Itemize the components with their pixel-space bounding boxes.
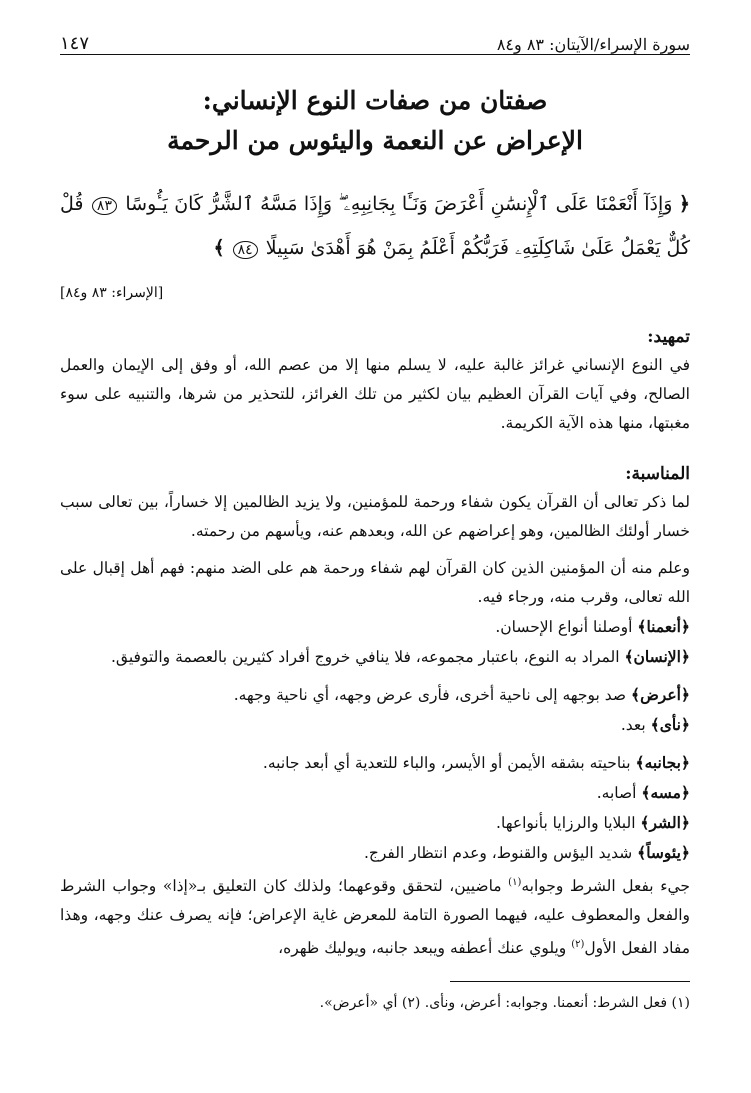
intro-paragraph: في النوع الإنساني غرائز غالبة عليه، لا يسلم منها إلا من عصم الله، أو وفق إلى الإيمان والعمل الصالح، وفي آيات القرآن العظيم بيان لكثير من تلك الغرائز، للتحذير من شرها، والتنبيه على سوء مغبتها، منها هذه الآية الكريمة.	[60, 356, 690, 432]
footnote-ref-2: (٢)	[571, 939, 585, 951]
glossary-definition: شديد اليؤس والقنوط، وعدم انتظار الفرج.	[363, 844, 638, 862]
title-line-1: صفتان من صفات النوع الإنساني:	[202, 86, 548, 115]
glossary-term: ﴿أنعمنا﴾	[637, 617, 690, 636]
closing-paragraph	[60, 868, 690, 963]
verse-open-bracket: ﴿	[678, 193, 690, 215]
verse-close-bracket: ﴾	[213, 237, 225, 259]
glossary-definition: المراد به النوع، باعتبار مجموعه، فلا ينافي خروج أفراد كثيرين بالعصمة والتوفيق.	[111, 648, 625, 666]
glossary-item	[60, 808, 690, 838]
glossary-definition: صد بوجهه إلى ناحية أخرى، فأرى عرض وجهه، أي ناحية وجهه.	[233, 686, 631, 704]
page-number: ١٤٧	[60, 33, 90, 54]
glossary-item	[60, 778, 690, 808]
glossary-item	[60, 680, 690, 710]
glossary-term: ﴿أعرض﴾	[630, 685, 690, 704]
relevance-paragraph-2: وعلم منه أن المؤمنين الذين كان القرآن لهم شفاء ورحمة هم على الضد منهم: فهم أهل إقبال على الله تعالى، وقرب منه، ورجاء فيه.	[60, 559, 690, 606]
glossary-definition: البلايا والرزايا بأنواعها.	[496, 814, 641, 832]
glossary-definition: بناحيته بشقه الأيمن أو الأيسر، والباء للتعدية أي أبعد جانبه.	[262, 754, 636, 772]
glossary-item	[60, 710, 690, 740]
verse-number-84: ٨٤	[233, 241, 258, 259]
footnotes: (١) فعل الشرط: أنعمنا. وجوابه: أعرض، ونأى. (٢) أي «أعرض».	[319, 995, 690, 1012]
chapter-title	[60, 81, 690, 161]
verse-citation: [الإسراء: ٨٣ و٨٤]	[60, 285, 164, 301]
relevance-heading: المناسبة:	[625, 464, 690, 484]
glossary-term: ﴿مسه﴾	[641, 783, 690, 802]
closing-text-2: ماضيين، لتحقق وقوعهما؛ ولذلك كان التعليق بـ«إذا» وجواب الشرط والفعل والمعطوف عليه، فيهما الصورة التامة للمعرض غاية الإعراض؛ فإنه يصرف عنك وجهه، وهذا مفاد الفعل الأول	[60, 877, 690, 958]
glossary-term: ﴿الشر﴾	[640, 813, 690, 832]
surah-reference: سورة الإسراء/الآيتان: ٨٣ و٨٤	[496, 35, 690, 54]
glossary-definition: أوصلنا أنواع الإحسان.	[495, 618, 638, 636]
footnote-divider	[450, 981, 690, 982]
quran-verse	[60, 183, 690, 271]
glossary-item	[60, 642, 690, 672]
page	[60, 20, 690, 1080]
glossary-item	[60, 838, 690, 868]
verse-number-83: ٨٣	[92, 197, 117, 215]
glossary-term: ﴿بجانبه﴾	[635, 753, 690, 772]
title-line-2: الإعراض عن النعمة واليئوس من الرحمة	[167, 126, 583, 155]
glossary-term: ﴿نأى﴾	[650, 715, 690, 734]
glossary-term: ﴿الإنسان﴾	[624, 647, 690, 666]
glossary-definition: أصابه.	[596, 784, 642, 802]
relevance-paragraph-1: لما ذكر تعالى أن القرآن يكون شفاء ورحمة للمؤمنين، ولا يزيد الظالمين إلا خساراً، بين تعالى سبب خسار أولئك الظالمين، وهو إعراضهم عن الله، وبعدهم عنه، ويأسهم من رحمته.	[60, 493, 690, 540]
verse-text-83: وَإِذَآ أَنْعَمْنَا عَلَى ٱلْإِنسَٰنِ أَعْرَضَ وَنَـَٔا بِجَانِبِهِۦ ۖ وَإِذَا مَسَّهُ ٱلشَّرُّ كَانَ يَـُٔوسًا	[125, 193, 673, 215]
glossary-item	[60, 612, 690, 642]
glossary-item	[60, 748, 690, 778]
verse-text-84: قُلْ كُلٌّ يَعْمَلُ عَلَىٰ شَاكِلَتِهِۦ فَرَبُّكُمْ أَعْلَمُ بِمَنْ هُوَ أَهْدَىٰ سَبِيلًا	[60, 193, 690, 259]
running-header	[60, 20, 690, 55]
footnote-ref-1: (١)	[508, 877, 522, 888]
glossary-definition: بعد.	[620, 716, 651, 734]
closing-text-1: جيء بفعل الشرط وجوابه	[521, 877, 690, 896]
intro-heading: تمهيد:	[647, 327, 690, 347]
closing-text-3: ويلوي عنك أعطفه ويبعد جانبه، ويوليك ظهره،	[278, 939, 572, 958]
glossary-term: ﴿يئوساً﴾	[637, 843, 690, 862]
